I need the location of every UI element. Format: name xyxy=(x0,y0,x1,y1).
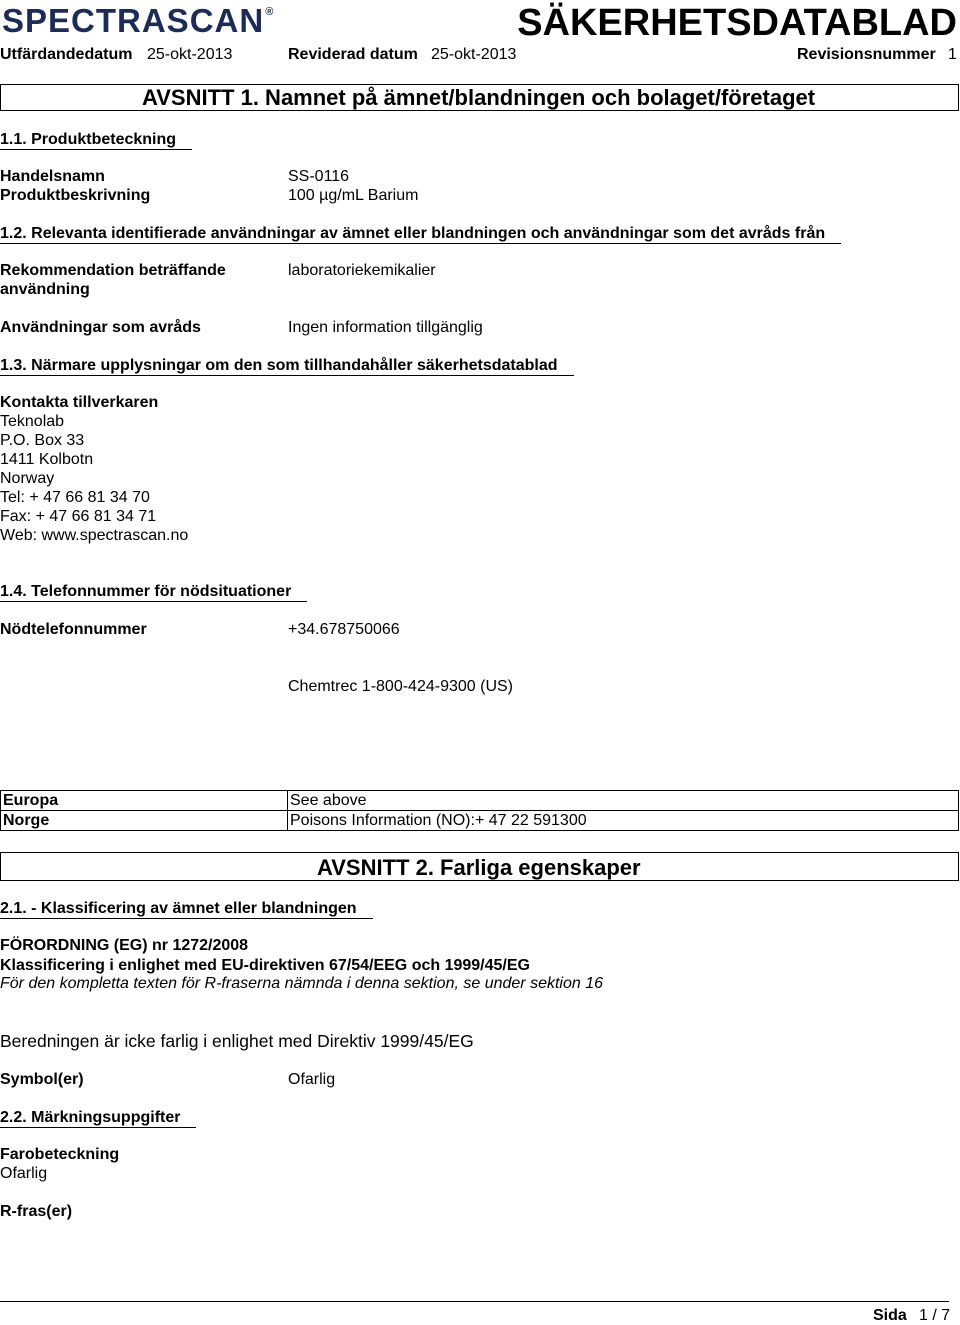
logo-text: SPECTRASCAN xyxy=(2,2,265,39)
section-1-title: AVSNITT 1. Namnet på ämnet/blandningen och bolaget/företaget xyxy=(142,85,816,110)
product-description-label: Produktbeskrivning xyxy=(0,187,151,204)
issue-date-label: Utfärdandedatum xyxy=(0,46,133,63)
table-row xyxy=(1,811,959,831)
heading-1-1 xyxy=(0,131,192,149)
contact-web: Web: www.spectrascan.no xyxy=(0,527,189,544)
heading-2-2 xyxy=(0,1109,196,1127)
trade-name-value: SS-0116 xyxy=(288,168,350,185)
info-cell: Poisons Information (NO):+ 47 22 591300 xyxy=(288,811,959,831)
footer-divider xyxy=(0,1301,949,1302)
heading-1-3 xyxy=(0,357,574,375)
contact-phone: Tel: + 47 66 81 34 70 xyxy=(0,489,150,506)
contact-line: P.O. Box 33 xyxy=(0,432,85,449)
issue-date-value: 25-okt-2013 xyxy=(147,46,233,63)
info-cell: See above xyxy=(288,791,959,811)
revision-number-label: Revisionsnummer xyxy=(797,46,936,63)
uses-advised-against-value: Ingen information tillgänglig xyxy=(288,319,483,336)
revision-number-value: 1 xyxy=(948,46,957,63)
section-2-title: AVSNITT 2. Farliga egenskaper xyxy=(317,855,641,880)
revised-date-value: 25-okt-2013 xyxy=(431,46,517,63)
contact-line: Norway xyxy=(0,470,55,487)
trade-name-label: Handelsnamn xyxy=(0,168,105,185)
chemtrec-number: Chemtrec 1-800-424-9300 (US) xyxy=(288,678,513,695)
product-description-value: 100 µg/mL Barium xyxy=(288,187,419,204)
r-phrases-label: R-fras(er) xyxy=(0,1203,73,1220)
contact-line: 1411 Kolbotn xyxy=(0,451,94,468)
not-dangerous-statement: Beredningen är icke farlig i enlighet med Direktiv 1999/45/EG xyxy=(0,1031,474,1051)
emergency-phone-label: Nödtelefonnummer xyxy=(0,621,147,638)
symbols-label: Symbol(er) xyxy=(0,1071,84,1088)
heading-1-3-text: 1.3. Närmare upplysningar om den som tillhandahåller säkerhetsdatablad xyxy=(0,357,574,376)
page-label: Sida xyxy=(873,1307,907,1324)
heading-1-1-text: 1.1. Produktbeteckning xyxy=(0,131,192,150)
contact-fax: Fax: + 47 66 81 34 71 xyxy=(0,508,157,525)
registered-mark: ® xyxy=(265,6,275,18)
region-cell: Norge xyxy=(1,811,288,831)
page-number: 1 / 7 xyxy=(919,1307,951,1324)
region-cell: Europa xyxy=(1,791,288,811)
contact-line: Teknolab xyxy=(0,413,65,430)
heading-2-1-text: 2.1. - Klassificering av ämnet eller blandningen xyxy=(0,900,373,919)
hazard-designation-value: Ofarlig xyxy=(0,1165,48,1182)
symbols-value: Ofarlig xyxy=(288,1071,336,1088)
recommended-use-value: laboratoriekemikalier xyxy=(288,262,436,279)
contact-manufacturer-label: Kontakta tillverkaren xyxy=(0,394,159,411)
heading-1-2 xyxy=(0,225,841,243)
regulation-text: FÖRORDNING (EG) nr 1272/2008 xyxy=(0,937,249,954)
recommended-use-label-line-2: användning xyxy=(0,281,90,298)
recommended-use-label: Rekommendation beträffande xyxy=(0,262,226,279)
heading-2-1 xyxy=(0,900,373,918)
classification-text: Klassificering i enlighet med EU-direktiven 67/54/EEG och 1999/45/EG xyxy=(0,957,530,974)
emergency-contacts-table xyxy=(0,790,959,831)
heading-1-2-text: 1.2. Relevanta identifierade användningar av ämnet eller blandningen och användningar som det avråds från xyxy=(0,225,841,244)
hazard-designation-label: Farobeteckning xyxy=(0,1146,120,1163)
spectrascan-logo xyxy=(2,2,274,40)
heading-1-4 xyxy=(0,583,307,601)
uses-advised-against-label: Användningar som avråds xyxy=(0,319,201,336)
heading-1-4-text: 1.4. Telefonnummer för nödsituationer xyxy=(0,583,307,602)
revised-date-label: Reviderad datum xyxy=(288,46,418,63)
r-phrases-note: För den kompletta texten för R-fraserna nämnda i denna sektion, se under sektion 16 xyxy=(0,975,604,992)
emergency-phone-value: +34.678750066 xyxy=(288,621,400,638)
heading-2-2-text: 2.2. Märkningsuppgifter xyxy=(0,1109,196,1128)
document-title: SÄKERHETSDATABLAD xyxy=(517,2,957,44)
table-row xyxy=(1,791,959,811)
